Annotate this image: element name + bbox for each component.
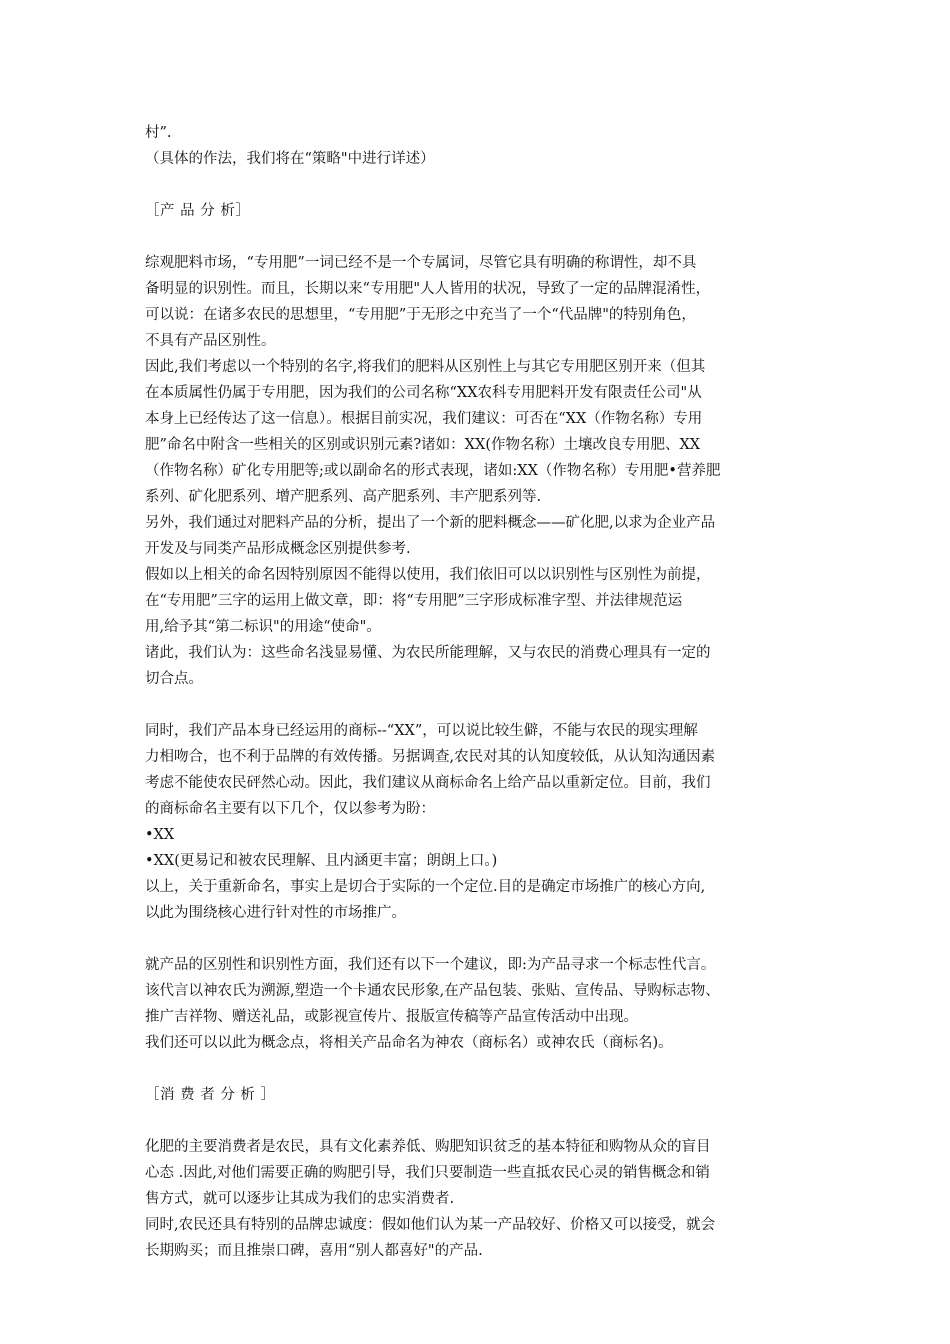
text-line: 综观肥料市场，“专用肥”一词已经不是一个专属词，尽管它具有明确的称谓性，却不具 — [145, 255, 697, 271]
document-page — [145, 120, 825, 1264]
text-line: 不具有产品区别性。 — [145, 333, 276, 349]
section-heading: ［消 费 者 分 析 ］ — [145, 1087, 276, 1103]
text-line: •XX — [145, 827, 175, 843]
text-line: 该代言以神农氏为溯源,塑造一个卡通农民形象,在产品包装、张贴、宣传品、导购标志物、 — [145, 983, 720, 999]
blank-line — [145, 1108, 825, 1134]
blank-line — [145, 172, 825, 198]
text-line: 我们还可以以此为概念点，将相关产品命名为神农（商标名）或神农氏（商标名)。 — [145, 1035, 673, 1051]
text-line: 在本质属性仍属于专用肥，因为我们的公司名称“XX农科专用肥料开发有限责任公司"从 — [145, 385, 702, 401]
text-line: •XX(更易记和被农民理解、且内涵更丰富；朗朗上口。) — [145, 853, 498, 869]
text-line: 同时,农民还具有特别的品牌忠诚度：假如他们认为某一产品较好、价格又可以接受，就会 — [145, 1217, 716, 1233]
text-line: 可以说：在诸多农民的思想里，“专用肥”于无形之中充当了一个“代品牌"的特别角色， — [145, 307, 696, 323]
text-line: 本身上已经传达了这一信息）。根据目前实况，我们建议：可否在“XX（作物名称）专用 — [145, 411, 703, 427]
section-heading: ［产 品 分 析］ — [145, 203, 251, 219]
blank-line — [145, 224, 825, 250]
text-line: 力相吻合，也不利于品牌的有效传播。另据调查,农民对其的认知度较低，从认知沟通因素 — [145, 749, 716, 765]
text-line: 化肥的主要消费者是农民，具有文化素养低、购肥知识贫乏的基本特征和购物从众的盲目 — [145, 1139, 711, 1155]
text-line: 长期购买；而且推崇口碑，喜用“别人都喜好"的产品. — [145, 1243, 483, 1259]
text-line: （作物名称）矿化专用肥等;或以副命名的形式表现，诸如:XX（作物名称）专用肥•营养肥 — [145, 463, 721, 479]
text-line: 在“专用肥”三字的运用上做文章，即：将“专用肥”三字形成标准字型、并法律规范运 — [145, 593, 683, 609]
text-line: 切合点。 — [145, 671, 203, 687]
text-line: 以上，关于重新命名，事实上是切合于实际的一个定位.目的是确定市场推广的核心方向, — [145, 879, 706, 895]
text-line: 同时，我们产品本身已经运用的商标--“XX”，可以说比较生僻，不能与农民的现实理解 — [145, 723, 698, 739]
text-line: 另外，我们通过对肥料产品的分析，提出了一个新的肥料概念——矿化肥,以求为企业产品 — [145, 515, 716, 531]
text-line: 售方式，就可以逐步让其成为我们的忠实消费者. — [145, 1191, 455, 1207]
blank-line — [145, 926, 825, 952]
text-line: 因此,我们考虑以一个特别的名字,将我们的肥料从区别性上与其它专用肥区别开来（但其 — [145, 359, 706, 375]
text-line: 用,给予其“第二标识"的用途“使命"。 — [145, 619, 381, 635]
blank-line — [145, 1056, 825, 1082]
text-line: 假如以上相关的命名因特别原因不能得以使用，我们依旧可以以识别性与区别性为前提， — [145, 567, 711, 583]
text-line: 以此为围绕核心进行针对性的市场推广。 — [145, 905, 406, 921]
text-line: 系列、矿化肥系列、增产肥系列、高产肥系列、丰产肥系列等. — [145, 489, 542, 505]
text-line: 诸此，我们认为：这些命名浅显易懂、为农民所能理解，又与农民的消费心理具有一定的 — [145, 645, 711, 661]
blank-line — [145, 692, 825, 718]
text-line: 备明显的识别性。而且，长期以来“专用肥"人人皆用的状况，导致了一定的品牌混淆性， — [145, 281, 711, 297]
text-line: 心态 .因此,对他们需要正确的购肥引导，我们只要制造一些直抵农民心灵的销售概念和销 — [145, 1165, 710, 1181]
text-line: 村”. — [145, 125, 172, 141]
text-line: （具体的作法，我们将在“策略"中进行详述） — [145, 151, 435, 167]
text-line: 推广吉祥物、赠送礼品，或影视宣传片、报版宣传稿等产品宣传活动中出现。 — [145, 1009, 638, 1025]
text-line: 考虑不能使农民砰然心动。因此，我们建议从商标命名上给产品以重新定位。目前，我们 — [145, 775, 711, 791]
text-line: 开发及与同类产品形成概念区别提供参考. — [145, 541, 411, 557]
text-line: 肥”命名中附含一些相关的区别或识别元素?诸如：XX(作物名称）土壤改良专用肥、XX — [145, 437, 701, 453]
text-line: 的商标命名主要有以下几个，仅以参考为盼： — [145, 801, 435, 817]
text-line: 就产品的区别性和识别性方面，我们还有以下一个建议，即:为产品寻求一个标志性代言。 — [145, 957, 716, 973]
